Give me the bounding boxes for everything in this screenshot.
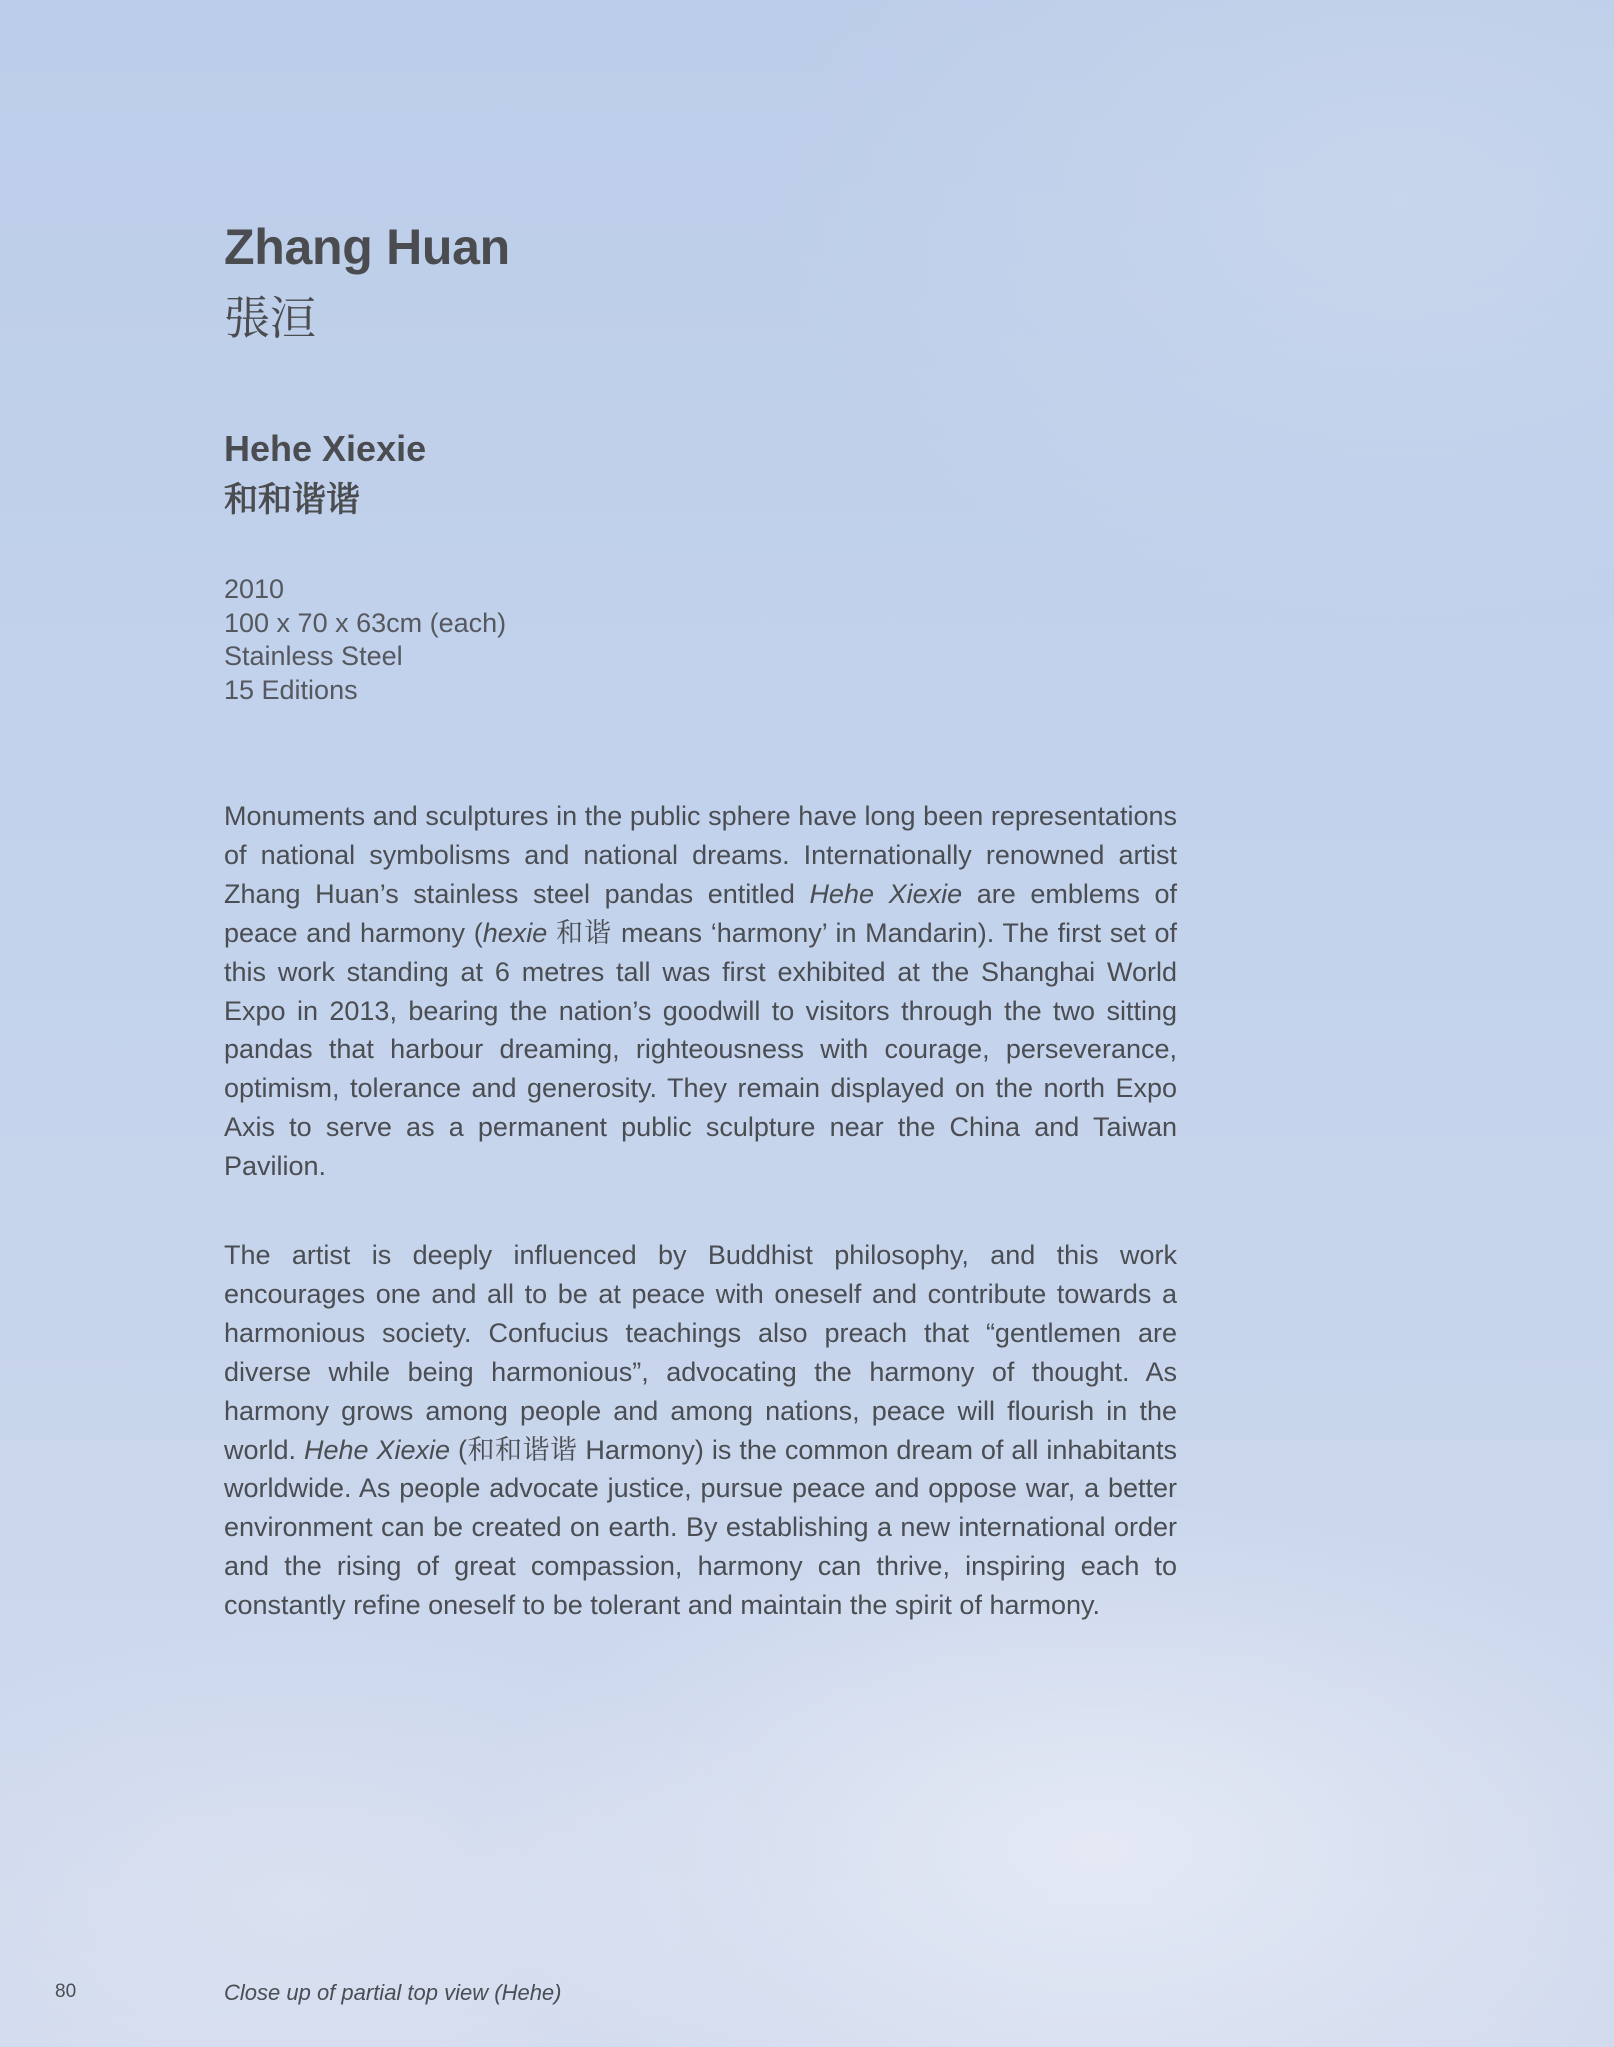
paragraph-text: Monuments and sculptures in the public sphere have long been representations of national symbolisms and national dreams. Internationally renowned artist Zhang Huan’s stainless steel pandas entitled — [224, 801, 1177, 909]
paragraph-text: 和谐 means ‘harmony’ in Mandarin). The first set of this work standing at 6 metres tall was first exhibited at the Shanghai World Expo in 2013, bearing the nation’s goodwill to visitors through the two sitting pandas that harbour dreaming, righteousness with courage, perseverance, optimism, tolerance and generosity. They remain displayed on the north Expo Axis to serve as a permanent public sculpture near the China and Taiwan Pavilion. — [224, 917, 1178, 1182]
work-title: Hehe Xiexie — [224, 428, 427, 469]
term-italic: hexie — [482, 917, 548, 948]
work-editions: 15 Editions — [224, 674, 358, 705]
paragraph-text: are emblems of peace and harmony ( — [224, 878, 1177, 948]
description-paragraph-2 — [224, 1236, 1177, 1625]
description-paragraph-1 — [224, 797, 1177, 1186]
work-title-chinese: 和和谐谐 — [224, 480, 360, 520]
page-number: 80 — [55, 1981, 77, 2002]
artist-name: Zhang Huan — [224, 219, 510, 275]
work-title-italic: Hehe Xiexie — [304, 1434, 451, 1465]
work-dimensions: 100 x 70 x 63cm (each) — [224, 607, 507, 638]
work-year: 2010 — [224, 574, 285, 604]
work-title-italic: Hehe Xiexie — [809, 878, 963, 909]
paragraph-text: (和和谐谐 Harmony) is the common dream of all inhabitants worldwide. As people advocate justice, pursue peace and oppose war, a better environment can be created on earth. By establishing a new international order and the rising of great compassion, harmony can thrive, inspiring each to constantly refine oneself to be tolerant and maintain the spirit of harmony. — [224, 1434, 1177, 1621]
image-caption: Close up of partial top view (Hehe) — [224, 1980, 562, 2005]
work-material: Stainless Steel — [224, 641, 403, 671]
paragraph-text: The artist is deeply influenced by Buddhist philosophy, and this work encourages one and all to be at peace with oneself and contribute towards a harmonious society. Confucius teachings also preach that “gentlemen are diverse while being harmonious”, advocating the harmony of thought. As harmony grows among people and among nations, peace will flourish in the world. — [224, 1240, 1177, 1465]
artist-name-chinese: 張洹 — [224, 291, 316, 345]
work-details — [224, 573, 506, 707]
